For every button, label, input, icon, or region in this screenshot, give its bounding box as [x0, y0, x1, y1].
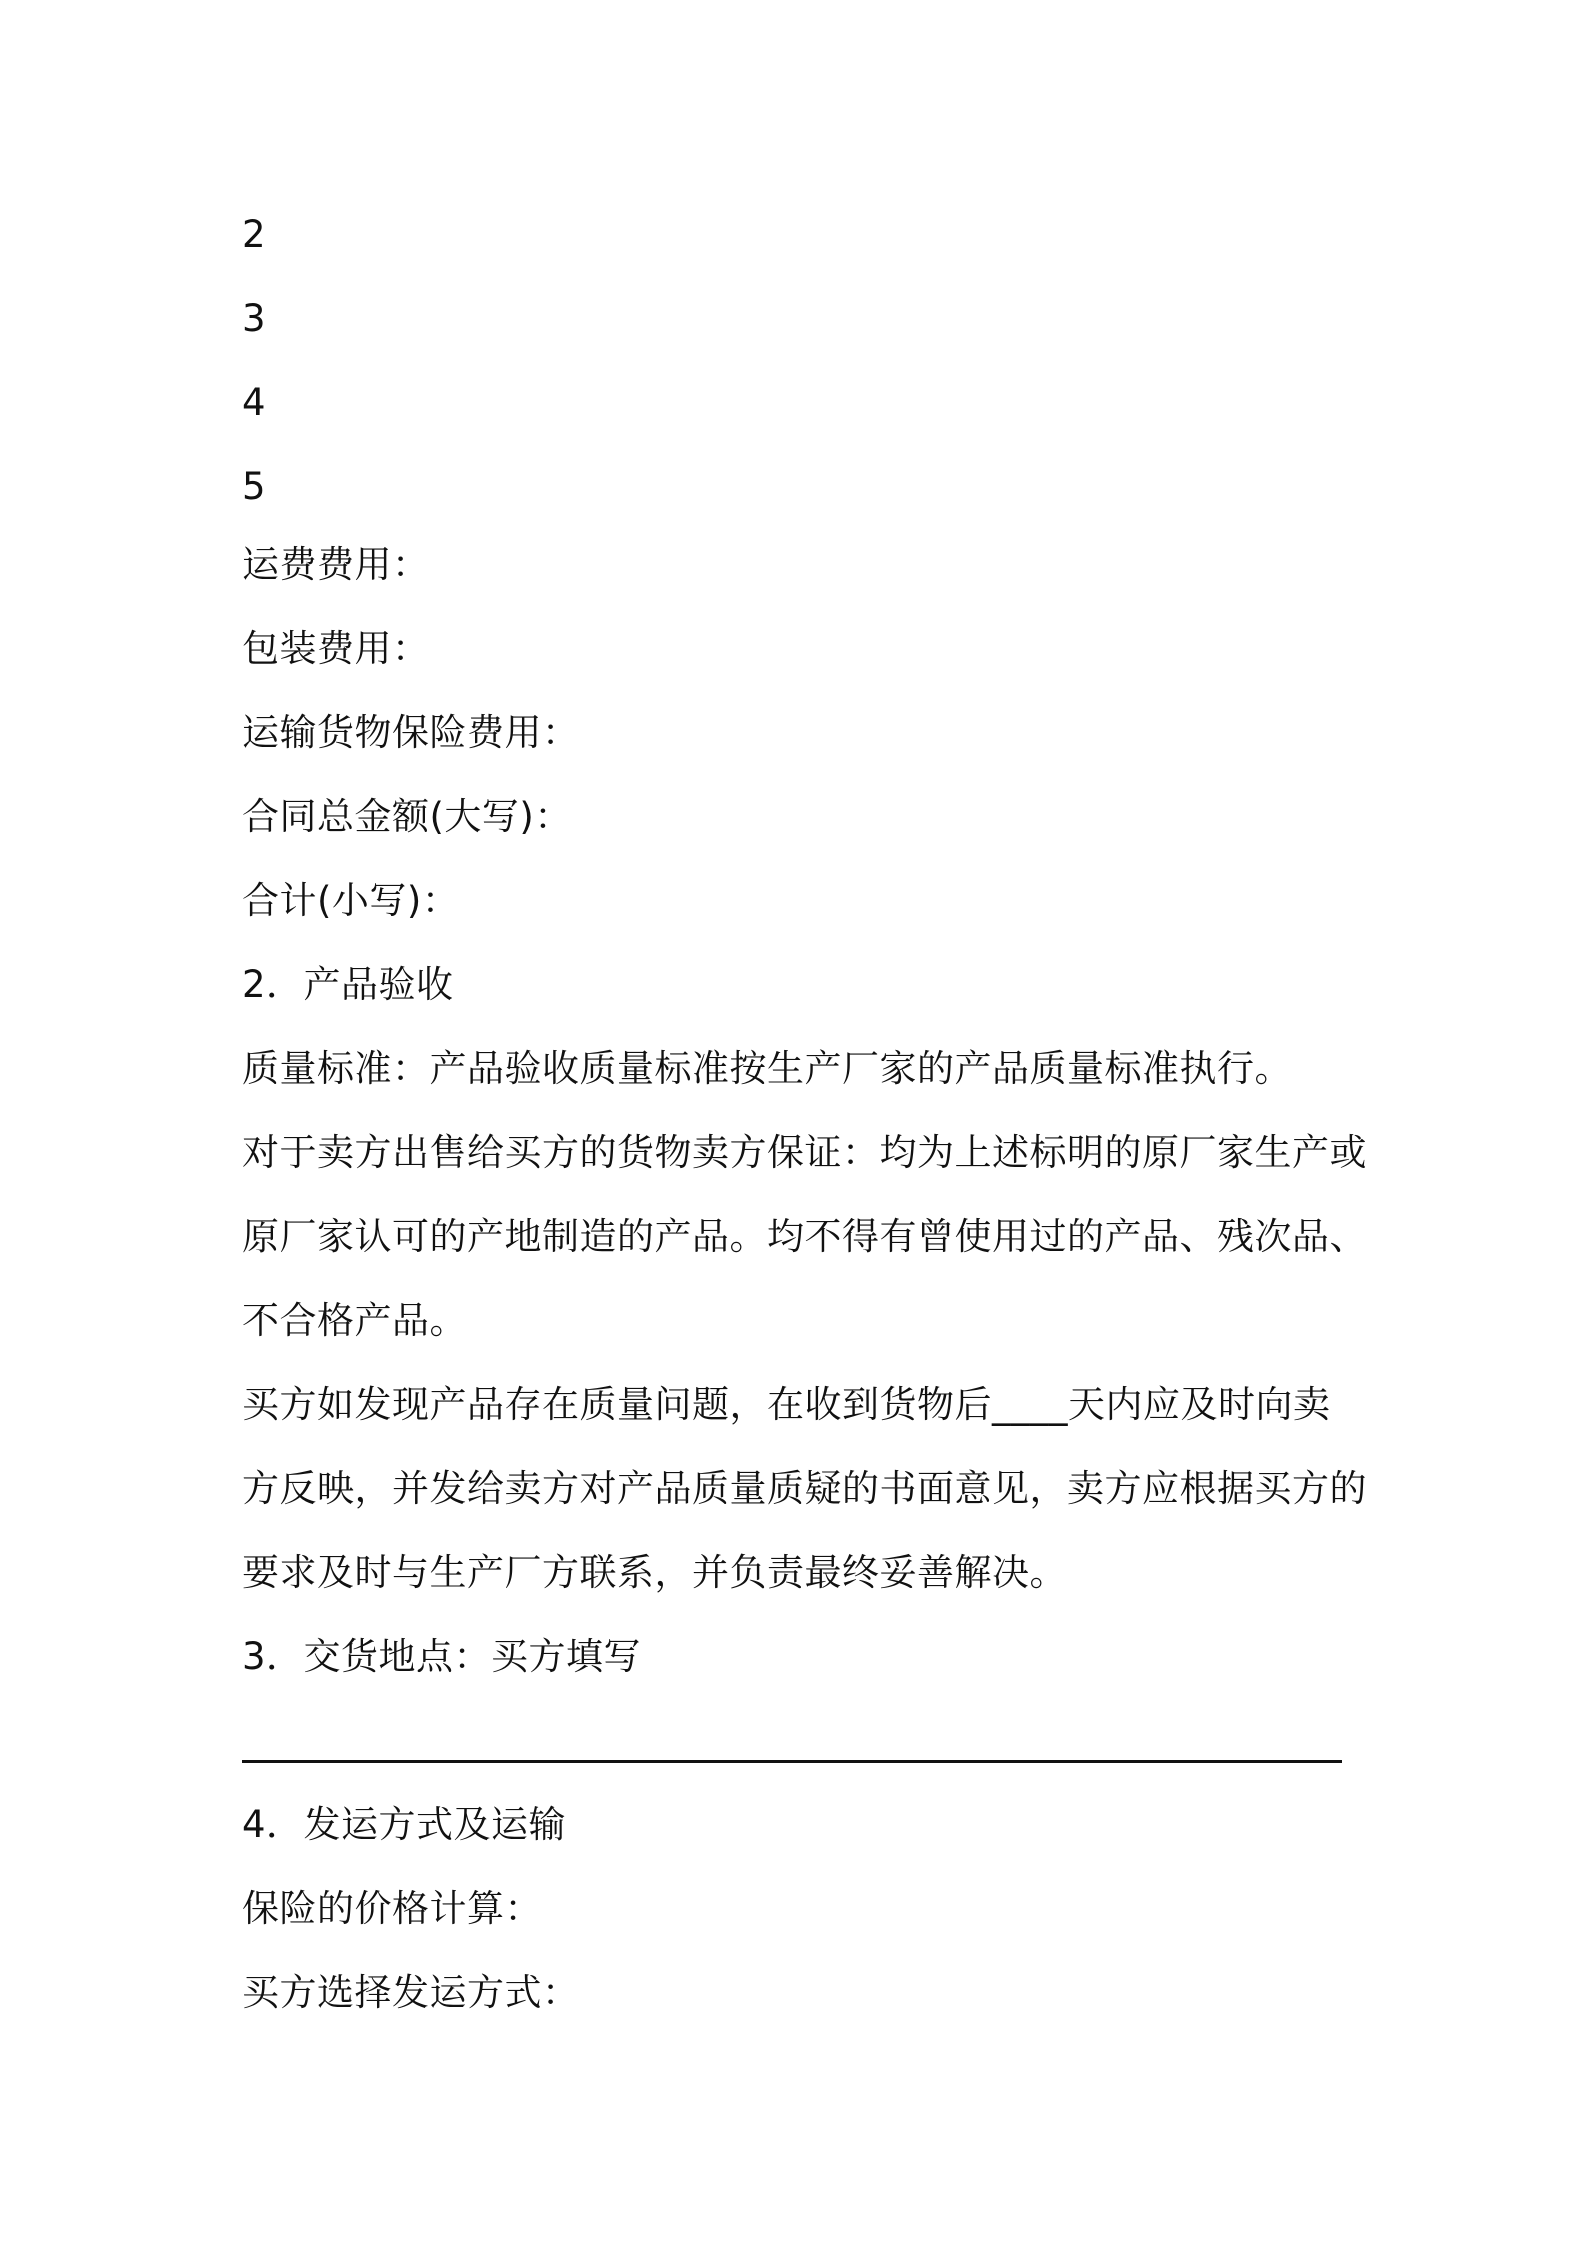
section-2-heading: 2．产品验收	[242, 963, 454, 1006]
section-3-heading: 3．交货地点：买方填写	[242, 1635, 642, 1678]
section-4-heading: 4．发运方式及运输	[242, 1803, 567, 1846]
quality-issue-text-line-3: 要求及时与生产厂方联系，并负责最终妥善解决。	[242, 1551, 1067, 1594]
item-number-4: 4	[242, 381, 267, 424]
item-number-3: 3	[242, 297, 267, 340]
quality-issue-text-line-1: 买方如发现产品存在质量问题，在收到货物后____天内应及时向卖	[242, 1383, 1331, 1426]
insurance-price-label: 保险的价格计算：	[242, 1887, 542, 1930]
item-number-2: 2	[242, 213, 267, 256]
shipping-method-label: 买方选择发运方式：	[242, 1971, 580, 2014]
packing-fee-label: 包装费用：	[242, 627, 430, 670]
insurance-fee-label: 运输货物保险费用：	[242, 711, 580, 754]
delivery-location-fill-line	[242, 1760, 1342, 1763]
freight-fee-label: 运费费用：	[242, 543, 430, 586]
quality-standard-text: 质量标准：产品验收质量标准按生产厂家的产品质量标准执行。	[242, 1047, 1292, 1090]
item-number-5: 5	[242, 465, 267, 508]
guarantee-text-line-2: 原厂家认可的产地制造的产品。均不得有曾使用过的产品、残次品、	[242, 1215, 1367, 1258]
quality-issue-text-line-2: 方反映，并发给卖方对产品质量质疑的书面意见，卖方应根据买方的	[242, 1467, 1367, 1510]
guarantee-text-line-1: 对于卖方出售给买方的货物卖方保证：均为上述标明的原厂家生产或	[242, 1131, 1367, 1174]
total-amount-lower-label: 合计(小写)：	[242, 879, 460, 922]
guarantee-text-line-3: 不合格产品。	[242, 1299, 467, 1342]
total-amount-upper-label: 合同总金额(大写)：	[242, 795, 572, 838]
